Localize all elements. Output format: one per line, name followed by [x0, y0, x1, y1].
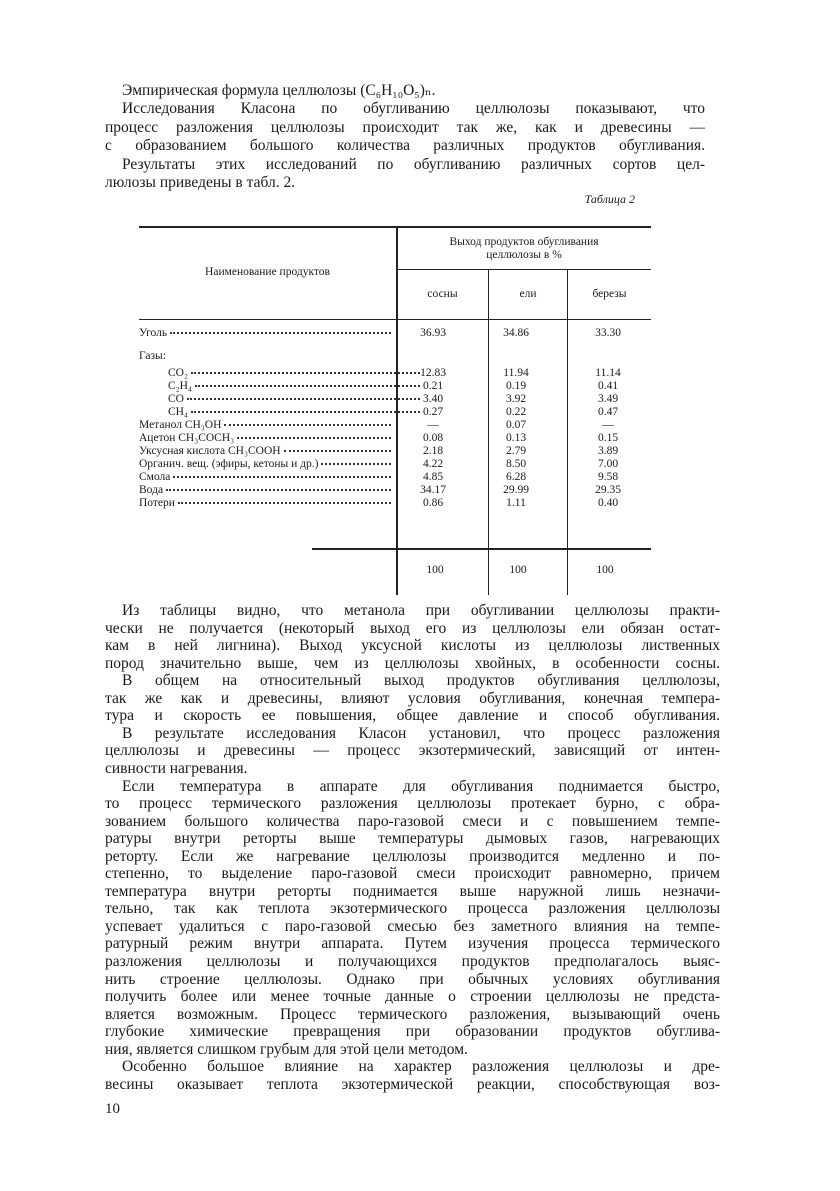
value-birch: 33.30 [595, 327, 621, 339]
table-row [139, 458, 651, 471]
product-label: Вода [139, 484, 164, 496]
text-line: Если температура в аппарате для обугливания поднимается быстро, [122, 777, 720, 795]
product-name [139, 445, 391, 458]
value-spruce: 2.79 [505, 445, 527, 457]
table-row [139, 445, 651, 458]
value-pine: 12.83 [420, 367, 446, 379]
value-spruce: 0.07 [505, 419, 527, 431]
value-birch: 0.41 [597, 380, 619, 392]
value-birch: 0.40 [597, 497, 619, 509]
text-line: глубокие химические превращения при образовании продуктов обуглива- [105, 1023, 720, 1041]
table-row [139, 380, 651, 393]
text-line: с образованием большого количества различных продуктов обугливания. [105, 137, 705, 155]
product-label: Газы: [139, 350, 166, 362]
value-pine: — [427, 419, 439, 431]
product-label: Смола [139, 471, 171, 483]
value-birch: 29.35 [595, 484, 621, 496]
product-name [139, 406, 420, 419]
group-header-line-1: Выход продуктов обугливания [449, 236, 599, 248]
value-birch: 3.49 [597, 393, 619, 405]
product-name [139, 419, 391, 432]
text-line: так же как и древесины, влияют условия обугливания, конечная темпера- [105, 689, 720, 707]
text-line: тельно, так как теплота экзотермического процесса разложения целлюлозы [105, 900, 720, 918]
column-header-birch: березы [592, 288, 627, 300]
dot-leader [166, 488, 391, 491]
product-name [139, 367, 420, 380]
value-spruce: 0.19 [505, 380, 527, 392]
table-row [139, 484, 651, 497]
dot-leader [191, 410, 420, 413]
column-header-spruce: ели [519, 288, 537, 300]
table-row [139, 432, 651, 445]
table-header-bottom-rule [139, 319, 651, 320]
product-label: Потери [139, 497, 175, 509]
value-spruce: 29.99 [503, 484, 529, 496]
value-pine: 0.86 [422, 497, 444, 509]
value-pine: 0.08 [422, 432, 444, 444]
text-line: вляется возможным. Процесс термического разложения, вызывающий очень [105, 1005, 720, 1023]
table-row [139, 471, 651, 484]
text-line: ния, является слишком грубым для этой цели методом. [105, 1040, 468, 1058]
product-name [139, 471, 391, 484]
text-line: нить строение целлюлозы. Однако при обычных условиях обугливания [105, 970, 720, 988]
dot-leader [178, 501, 391, 504]
text-line: Особенно большое влияние на характер разложения целлюлозы и дре- [122, 1058, 720, 1076]
value-birch: 11.14 [595, 367, 621, 379]
dot-leader [170, 331, 391, 334]
product-name [139, 380, 420, 393]
dot-leader [284, 449, 391, 452]
value-birch: 7.00 [597, 458, 619, 470]
text-line: Из таблицы видно, что метанола при обугливании целлюлозы практи- [122, 602, 720, 619]
product-name [139, 484, 391, 497]
value-spruce: 1.11 [506, 497, 526, 509]
text-line: сивности нагревания. [105, 759, 248, 777]
value-pine: 3.40 [422, 393, 444, 405]
text-line: Исследования Класона по обугливанию целлюлозы показывают, что [122, 100, 705, 118]
table-row [139, 419, 651, 432]
dot-leader [224, 423, 391, 426]
dot-leader [321, 462, 391, 465]
value-birch: 0.47 [597, 406, 619, 418]
dot-leader [191, 371, 420, 374]
value-pine: 0.21 [422, 380, 444, 392]
column-header-pine: сосны [427, 288, 458, 300]
text-line: ратурный режим внутри аппарата. Путем изучения процесса термического [105, 935, 720, 953]
product-name [139, 458, 391, 471]
product-label: CO [168, 393, 184, 405]
product-name [139, 350, 391, 363]
value-birch: 0.15 [597, 432, 619, 444]
text-line: В общем на относительный выход продуктов обугливания целлюлозы, [122, 672, 720, 690]
text-line: реторту. Если же нагревание целлюлозы производится медленно и по- [105, 847, 720, 865]
text-line: кам в ней лигнина). Выход уксусной кислоты из целлюлозы лиственных [105, 637, 720, 655]
table-row [139, 406, 651, 419]
text-line: процесс разложения целлюлозы происходит так же, как и древесины — [105, 118, 705, 136]
value-spruce: 3.92 [505, 393, 527, 405]
value-pine: 0.27 [422, 406, 444, 418]
product-name [139, 497, 391, 510]
text-line: степенно, то выделение паро-газовой смеси происходит равномерно, причем [105, 865, 720, 883]
product-name [139, 393, 420, 406]
text-line: тура и скорость ее повышения, общее давление и способ обугливания. [105, 707, 720, 725]
value-pine: 4.22 [422, 458, 444, 470]
product-name [139, 432, 391, 445]
value-spruce: 0.13 [505, 432, 527, 444]
text-line: успевает удалиться с паро-газовой смесью без заметного влияния на темпе- [105, 917, 720, 935]
text-line: чески не получается (некоторый выход его из целлюлозы ели обязан остат- [105, 619, 720, 637]
text-line: разложения целлюлозы и получающихся продуктов предполагалось выяс- [105, 953, 720, 970]
table-group-rule [397, 269, 651, 270]
value-birch: — [602, 419, 614, 431]
table-total-rule [312, 548, 651, 550]
product-label: Органич. вещ. (эфиры, кетоны и др.) [139, 458, 319, 470]
text-line: то процесс термического разложения целлюлозы протекает бурно, с обра- [105, 795, 720, 813]
text-line: ратуры внутри реторты выше температуры дымовых газов, нагревающих [105, 830, 720, 848]
column-header-product-name: Наименование продуктов [205, 266, 330, 278]
text-line: В результате исследования Класон установил, что процесс разложения [122, 724, 720, 742]
value-pine: 34.17 [420, 484, 446, 496]
table-caption: Таблица 2 [584, 192, 635, 206]
text-line: пород значительно выше, чем из целлюлозы хвойных, в особенности сосны. [105, 654, 720, 672]
value-spruce: 6.28 [505, 471, 527, 483]
text-line: целлюлозы и древесины — процесс экзотермический, зависящий от интен- [105, 742, 720, 760]
product-label: C₂H₄ [168, 380, 192, 392]
text-line: температура внутри реторты поднимается выше наружной лишь незначи- [105, 882, 720, 900]
text-line: Результаты этих исследований по обугливанию различных сортов цел- [122, 155, 705, 173]
product-label: Метанол CH₃OH [139, 419, 222, 431]
value-spruce: 11.94 [503, 367, 529, 379]
table-row [139, 327, 651, 340]
text-line: получить более или менее точные данные о строении целлюлозы не предста- [105, 988, 720, 1006]
dot-leader [173, 475, 391, 478]
dot-leader [195, 384, 420, 387]
value-birch: 3.89 [597, 445, 619, 457]
product-label: CH₄ [168, 406, 188, 418]
table-top-rule [139, 226, 651, 228]
table-row [139, 393, 651, 406]
product-label: CO₂ [168, 367, 188, 379]
text-line: люлозы приведены в табл. 2. [105, 174, 296, 191]
text-line: Эмпирическая формула целлюлозы (C₆H₁₀O₅)ₙ. [122, 82, 436, 99]
product-label: Уголь [139, 327, 168, 339]
group-header-line-2: целлюлозы в % [486, 249, 562, 261]
total-pine: 100 [426, 564, 444, 576]
value-spruce: 8.50 [505, 458, 527, 470]
value-spruce: 0.22 [505, 406, 527, 418]
table-row [139, 350, 651, 363]
value-pine: 2.18 [422, 445, 444, 457]
dot-leader [187, 397, 420, 400]
total-birch: 100 [596, 564, 614, 576]
product-label: Ацетон CH₃COCH₃ [139, 432, 235, 444]
value-pine: 36.93 [420, 327, 446, 339]
value-birch: 9.58 [597, 471, 619, 483]
table-row [139, 497, 651, 510]
product-label: Уксусная кислота CH₃COOH [139, 445, 281, 457]
table-row [139, 367, 651, 380]
value-spruce: 34.86 [503, 327, 529, 339]
page-number: 10 [105, 1101, 120, 1117]
total-spruce: 100 [509, 564, 527, 576]
text-line: зованием большого количества паро-газовой смеси и с повышением темпе- [105, 812, 720, 830]
value-pine: 4.85 [422, 471, 444, 483]
product-name [139, 327, 391, 340]
dot-leader [237, 436, 391, 439]
text-line: весины оказывает теплота экзотермической реакции, способствующая воз- [105, 1075, 720, 1093]
